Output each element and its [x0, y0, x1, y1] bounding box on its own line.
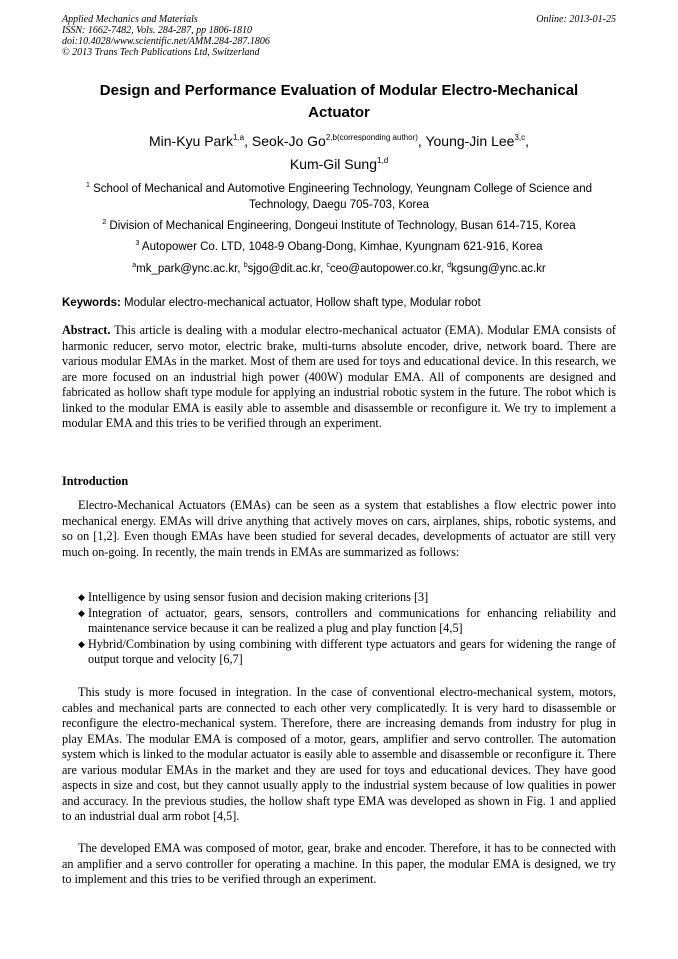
author-affiliation-mark: 3,c — [514, 133, 526, 142]
email-mark: d — [447, 262, 451, 269]
affiliation-text: Division of Mechanical Engineering, Dongeui Institute of Technology, Busan 614-715, Korea — [109, 220, 576, 232]
email-address[interactable]: kgsung@ync.ac.kr — [450, 263, 546, 275]
author-name: Young-Jin Lee — [425, 133, 515, 149]
author-affiliation-mark: 1,a — [233, 133, 245, 142]
email-address[interactable]: mk_park@ync.ac.kr — [136, 263, 238, 275]
paper-title-line-1: Design and Performance Evaluation of Modular Electro-Mechanical — [99, 82, 579, 99]
author-affiliation-mark: 1,d — [377, 156, 389, 165]
author-name: Seok-Jo Go — [251, 133, 326, 149]
affiliation-mark: 3 — [135, 240, 140, 247]
email-mark: a — [132, 262, 137, 269]
journal-doi: doi:10.4028/www.scientific.net/AMM.284-287.1806 — [62, 36, 270, 47]
affiliation-mark: 1 — [85, 182, 90, 189]
keywords — [62, 296, 616, 310]
section-heading-introduction: Introduction — [62, 474, 129, 488]
email-mark: b — [243, 262, 248, 269]
list-item-text: Intelligence by using sensor fusion and decision making criterions [3] — [88, 590, 429, 604]
affiliation-text: Autopower Co. LTD, 1048-9 Obang-Dong, Kimhae, Kyungnam 621-916, Korea — [141, 241, 543, 253]
intro-paragraph-1: Electro-Mechanical Actuators (EMAs) can be seen as a system that establishes a flow electric power into mechanical energy. EMAs will drive anything that actively moves on cars, airplanes, ships, robotic systems, and so on [1,2]. Even though EMAs have been studied for several decades, developments of actuator are still very much on-going. In recently, the main trends in EMAs are summarized as follows: — [62, 498, 616, 559]
abstract — [62, 323, 616, 432]
diamond-bullet-icon: ◆ — [78, 592, 85, 602]
email-list: $^a$mk_park@ync.ac.kr, $^b$sjgo@dit.ac.kr, $^c$ceo@autopower.co.kr, $^d$kgsung@ync.ac.kr — [132, 262, 546, 275]
abstract-text: This article is dealing with a modular electro-mechanical actuator (EMA). Modular EMA consists of harmonic reducer, servo motor, electric brake, multi-turns absolute encoder, drive, network board. There are various modular EMAs in the market. Most of them are used for toys and educational device. In this research, we are more focused on an industrial high power (400W) modular EMA. All of components are designed and fabricated as hollow shaft type module for applying an industrial robotic system in the future. The robot which is linked to the modular EMA is easily able to assemble and disassemble or reconfigure it. We try to implement a modular EMA and this tries to be verified through an experiment. — [62, 323, 616, 430]
author-separator: , — [525, 133, 530, 149]
online-date: Online: 2013-01-25 — [536, 14, 616, 25]
paper-title-line-2: Actuator — [308, 104, 370, 121]
journal-copyright: © 2013 Trans Tech Publications Ltd, Switzerland — [62, 47, 260, 58]
author-separator: , — [417, 133, 426, 149]
affiliation-2 — [62, 218, 616, 234]
author-name: Min-Kyu Park — [148, 133, 233, 149]
author-affiliation-mark: 2,b(corresponding author) — [325, 133, 418, 142]
author-name: Kum-Gil Sung — [289, 156, 378, 172]
email-address[interactable]: ceo@autopower.co.kr — [329, 263, 441, 275]
affiliation-3 — [62, 239, 616, 255]
email-mark: c — [326, 262, 330, 269]
intro-paragraph-3: The developed EMA was composed of motor, gear, brake and encoder. Therefore, it has to be connected with an amplifier and a servo controller for operating a machine. In this paper, the modular EMA is designed, we try to implement and this tries to be verified through an experiment. — [62, 841, 616, 886]
list-item-text: Integration of actuator, gears, sensors, controllers and communications for enhancing reliability and maintenance service because it can be realized a plug and play function [4,5] — [88, 605, 616, 635]
list-item — [78, 606, 616, 637]
email-address[interactable]: sjgo@dit.ac.kr — [247, 263, 320, 275]
keywords-text: Modular electro-mechanical actuator, Hollow shaft type, Modular robot — [124, 297, 481, 309]
affiliation-mark: 2 — [102, 219, 107, 226]
journal-name: Applied Mechanics and Materials — [62, 14, 198, 25]
author-list — [62, 130, 616, 176]
trend-bullet-list — [78, 590, 616, 668]
paper-title — [62, 80, 616, 124]
list-item-text: Hybrid/Combination by using combining with different type actuators and gears for widening the range of output torque and velocity [6,7] — [88, 636, 616, 666]
diamond-bullet-icon: ◆ — [78, 607, 85, 618]
abstract-label: Abstract. — [62, 323, 111, 337]
intro-paragraph-2: This study is more focused in integration. In the case of conventional electro-mechanical system, motors, cables and mechanical parts are connected to each other very complicatedly. It is very hard to disassemble or reconfigure the electro-mechanical system. Therefore, there are increasing demands from industry for plug in play EMAs. The modular EMA is composed of a motor, gears, amplifier and servo controller. The automation system which is linked to the modular actuator is easily able to assemble and disassemble or reconfigure it. There are various modular EMAs in the market and they are used for toys and educational devices. They have good aspects in size and cost, but they cannot usually apply to the industrial system because of low qualities in power and accuracy. In the previous studies, the hollow shaft type EMA was developed as shown in Fig. 1 and applied to an industrial dual arm robot [4,5]. — [62, 685, 616, 823]
journal-header — [62, 14, 616, 58]
affiliation-1 — [62, 181, 616, 213]
list-item — [78, 590, 616, 606]
journal-issn: ISSN: 1662-7482, Vols. 284-287, pp 1806-1810 — [62, 25, 252, 36]
diamond-bullet-icon: ◆ — [78, 638, 85, 649]
keywords-label: Keywords: — [62, 297, 121, 309]
list-item — [78, 637, 616, 668]
author-separator: , — [244, 133, 252, 149]
affiliation-text: School of Mechanical and Automotive Engineering Technology, Yeungnam College of Science and Technology, Daegu 705-703, Korea — [93, 183, 592, 211]
